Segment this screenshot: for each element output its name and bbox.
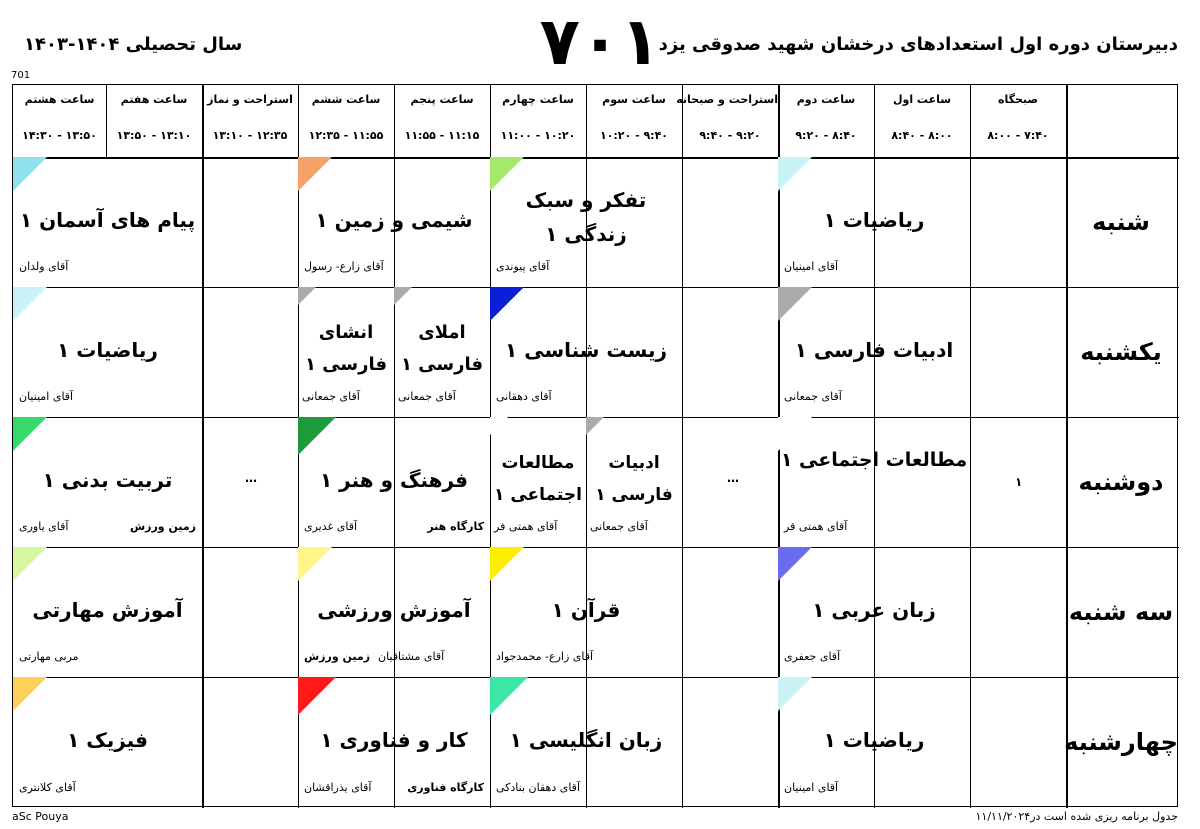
period-time: ۱۲:۳۵ - ۱۱:۵۵ <box>308 129 384 142</box>
period-header <box>394 85 490 157</box>
color-tag <box>778 677 812 711</box>
teacher: آقای جعفری <box>784 650 841 663</box>
period-name: ساعت چهارم <box>502 93 574 106</box>
period-name: ساعت هشتم <box>24 93 95 106</box>
teacher: آقای امینیان <box>784 781 839 794</box>
lesson-cell[interactable] <box>298 417 490 547</box>
subject: آموزش مهارتی <box>32 598 183 622</box>
color-tag <box>490 157 524 191</box>
period-header <box>106 85 202 157</box>
subject: ریاضیات ۱ <box>823 728 925 752</box>
period-time: ۱۱:۵۵ - ۱۱:۱۵ <box>404 129 480 142</box>
teacher: آقای مشتاقیان <box>378 650 445 663</box>
teacher: آقای یاوری <box>19 520 69 533</box>
subject: انشای فارسی ۱ <box>304 322 388 375</box>
period-name: ساعت دوم <box>796 93 856 106</box>
color-tag <box>490 677 528 715</box>
break-mark: … <box>727 471 739 485</box>
period-time: ۸:۰۰ - ۷:۴۰ <box>987 129 1049 142</box>
period-name: ساعت اول <box>892 93 952 106</box>
color-tag <box>13 677 47 711</box>
period-header <box>202 85 298 157</box>
subject: کار و فناوری ۱ <box>320 728 468 752</box>
subject: ریاضیات ۱ <box>57 338 158 362</box>
period-time: ۱۰:۲۰ - ۹:۴۰ <box>599 129 669 142</box>
timetable-grid <box>12 84 1178 807</box>
period-header <box>586 85 682 157</box>
color-tag <box>298 287 316 305</box>
room: زمین ورزش <box>304 650 371 663</box>
period-time: ۱۳:۵۰ - ۱۳:۱۰ <box>116 129 192 142</box>
teacher: آقای زارع- رسول <box>304 260 384 273</box>
lesson-cell[interactable] <box>490 417 586 547</box>
class-number: ۷۰۱ <box>539 3 661 80</box>
lesson-cell[interactable] <box>490 677 682 808</box>
color-tag <box>298 547 332 581</box>
teacher: مربی مهارتی <box>19 650 79 663</box>
subject: قرآن ۱ <box>551 598 621 622</box>
teacher: آقای دهقان بنادکی <box>496 781 580 794</box>
teacher: آقای ولدان <box>19 260 69 273</box>
period-time: ۹:۲۰ - ۸:۴۰ <box>795 129 857 142</box>
break-mark: … <box>245 471 257 485</box>
color-tag <box>13 157 47 191</box>
period-header <box>298 85 394 157</box>
generated-date: جدول برنامه ریزی شده است در۱۱/۱۱/۲۰۲۴ <box>975 810 1178 823</box>
subject: زیست شناسی ۱ <box>505 338 667 362</box>
color-tag <box>13 417 47 451</box>
lesson-cell[interactable] <box>490 287 682 417</box>
period-header <box>13 85 106 157</box>
color-tag <box>490 287 524 321</box>
subject: مطالعات اجتماعی ۱ <box>780 449 968 471</box>
teacher: آقای جمعانی <box>590 520 648 533</box>
day-label: چهارشنبه <box>1064 728 1178 756</box>
period-name: استراحت و صبحانه <box>676 93 778 106</box>
lesson-cell[interactable] <box>298 677 490 808</box>
subject: ادبیات فارسی ۱ <box>595 453 673 505</box>
period-name: ساعت ششم <box>311 93 381 106</box>
break-mark: ۱ <box>1015 475 1023 489</box>
teacher: آقای جمعانی <box>302 390 360 403</box>
color-tag <box>490 547 524 581</box>
class-code: 701 <box>11 70 31 81</box>
lesson-cell[interactable] <box>778 157 970 287</box>
period-time: ۸:۴۰ - ۸:۰۰ <box>891 129 953 142</box>
period-name: صبحگاه <box>997 93 1039 106</box>
lesson-cell[interactable] <box>298 547 490 677</box>
teacher: آقای جمعانی <box>398 390 456 403</box>
teacher: آقای همتی فر <box>494 520 558 533</box>
lesson-cell[interactable] <box>13 547 202 677</box>
color-tag <box>490 417 508 435</box>
subject: فیزیک ۱ <box>67 728 148 752</box>
teacher: آقای امینیان <box>19 390 74 403</box>
lesson-cell[interactable] <box>13 417 202 547</box>
color-tag <box>13 547 47 581</box>
color-tag <box>298 417 336 455</box>
color-tag <box>394 287 412 305</box>
teacher: آقای امینیان <box>784 260 839 273</box>
lesson-cell[interactable] <box>778 287 970 417</box>
subject: تفکر و سبک زندگی ۱ <box>525 188 647 246</box>
room: زمین ورزش <box>129 520 196 533</box>
lesson-cell[interactable] <box>778 417 970 547</box>
period-header <box>490 85 586 157</box>
teacher: آقای جمعانی <box>784 390 842 403</box>
lesson-cell[interactable] <box>298 157 490 287</box>
period-name: استراحت و نماز <box>207 93 293 106</box>
teacher: آقای یذراقشان <box>304 781 372 794</box>
day-label: شنبه <box>1092 208 1150 236</box>
teacher: آقای کلانتری <box>19 781 76 794</box>
color-tag <box>778 287 812 321</box>
lesson-cell[interactable] <box>298 287 394 417</box>
day-label: دوشنبه <box>1078 468 1164 496</box>
subject: مطالعات اجتماعی ۱ <box>494 453 582 505</box>
subject: شیمی و زمین ۱ <box>315 208 473 232</box>
subject: زبان عربی ۱ <box>812 598 936 622</box>
teacher: آقای دهقانی <box>496 390 552 403</box>
period-header <box>970 85 1066 157</box>
period-header <box>778 85 874 157</box>
color-tag <box>586 417 604 435</box>
subject: آموزش ورزشی <box>317 598 471 622</box>
lesson-cell[interactable] <box>490 547 682 677</box>
lesson-cell[interactable] <box>13 677 202 808</box>
lesson-cell[interactable] <box>778 547 970 677</box>
lesson-cell[interactable] <box>490 157 682 287</box>
subject: پیام های آسمان ۱ <box>19 208 196 232</box>
color-tag <box>778 547 812 581</box>
subject: فرهنگ و هنر ۱ <box>319 468 469 492</box>
lesson-cell[interactable] <box>13 157 202 287</box>
subject: املای فارسی ۱ <box>400 322 484 375</box>
period-header <box>676 85 778 157</box>
period-time: ۹:۴۰ - ۹:۲۰ <box>699 129 761 142</box>
color-tag <box>298 677 336 715</box>
room: کارگاه هنر <box>427 520 484 533</box>
room: کارگاه فناوری <box>407 781 484 794</box>
subject: ادبیات فارسی ۱ <box>794 338 954 362</box>
subject: ریاضیات ۱ <box>823 208 925 232</box>
school-name: دبیرستان دوره اول استعدادهای درخشان شهید صدوقی یزد <box>658 34 1178 55</box>
teacher: آقای زارع- محمدجواد <box>496 650 594 663</box>
period-name: ساعت پنجم <box>410 93 474 106</box>
period-header <box>874 85 970 157</box>
subject: زبان انگلیسی ۱ <box>509 728 663 752</box>
color-tag <box>298 157 332 191</box>
software-credit: aSc Pouya <box>12 810 69 823</box>
period-time: ۱۳:۱۰ - ۱۲:۳۵ <box>212 129 288 142</box>
period-time: ۱۴:۳۰ - ۱۳:۵۰ <box>22 129 97 142</box>
lesson-cell[interactable] <box>13 287 202 417</box>
color-tag <box>13 287 47 321</box>
lesson-cell[interactable] <box>394 287 490 417</box>
teacher: آقای پیوندی <box>496 260 550 273</box>
day-label: یکشنبه <box>1080 338 1162 366</box>
period-time: ۱۱:۰۰ - ۱۰:۲۰ <box>500 129 576 142</box>
lesson-cell[interactable] <box>778 677 970 808</box>
teacher: آقای همتی قر <box>784 520 848 533</box>
period-name: ساعت سوم <box>602 93 666 106</box>
subject: تربیت بدنی ۱ <box>42 468 173 492</box>
day-label: سه شنبه <box>1068 598 1174 626</box>
teacher: آقای غدیری <box>304 520 358 533</box>
academic-year: سال تحصیلی ۱۴۰۴-۱۴۰۳ <box>24 34 243 55</box>
period-name: ساعت هفتم <box>120 93 188 106</box>
lesson-cell[interactable] <box>586 417 682 547</box>
color-tag <box>778 157 812 191</box>
